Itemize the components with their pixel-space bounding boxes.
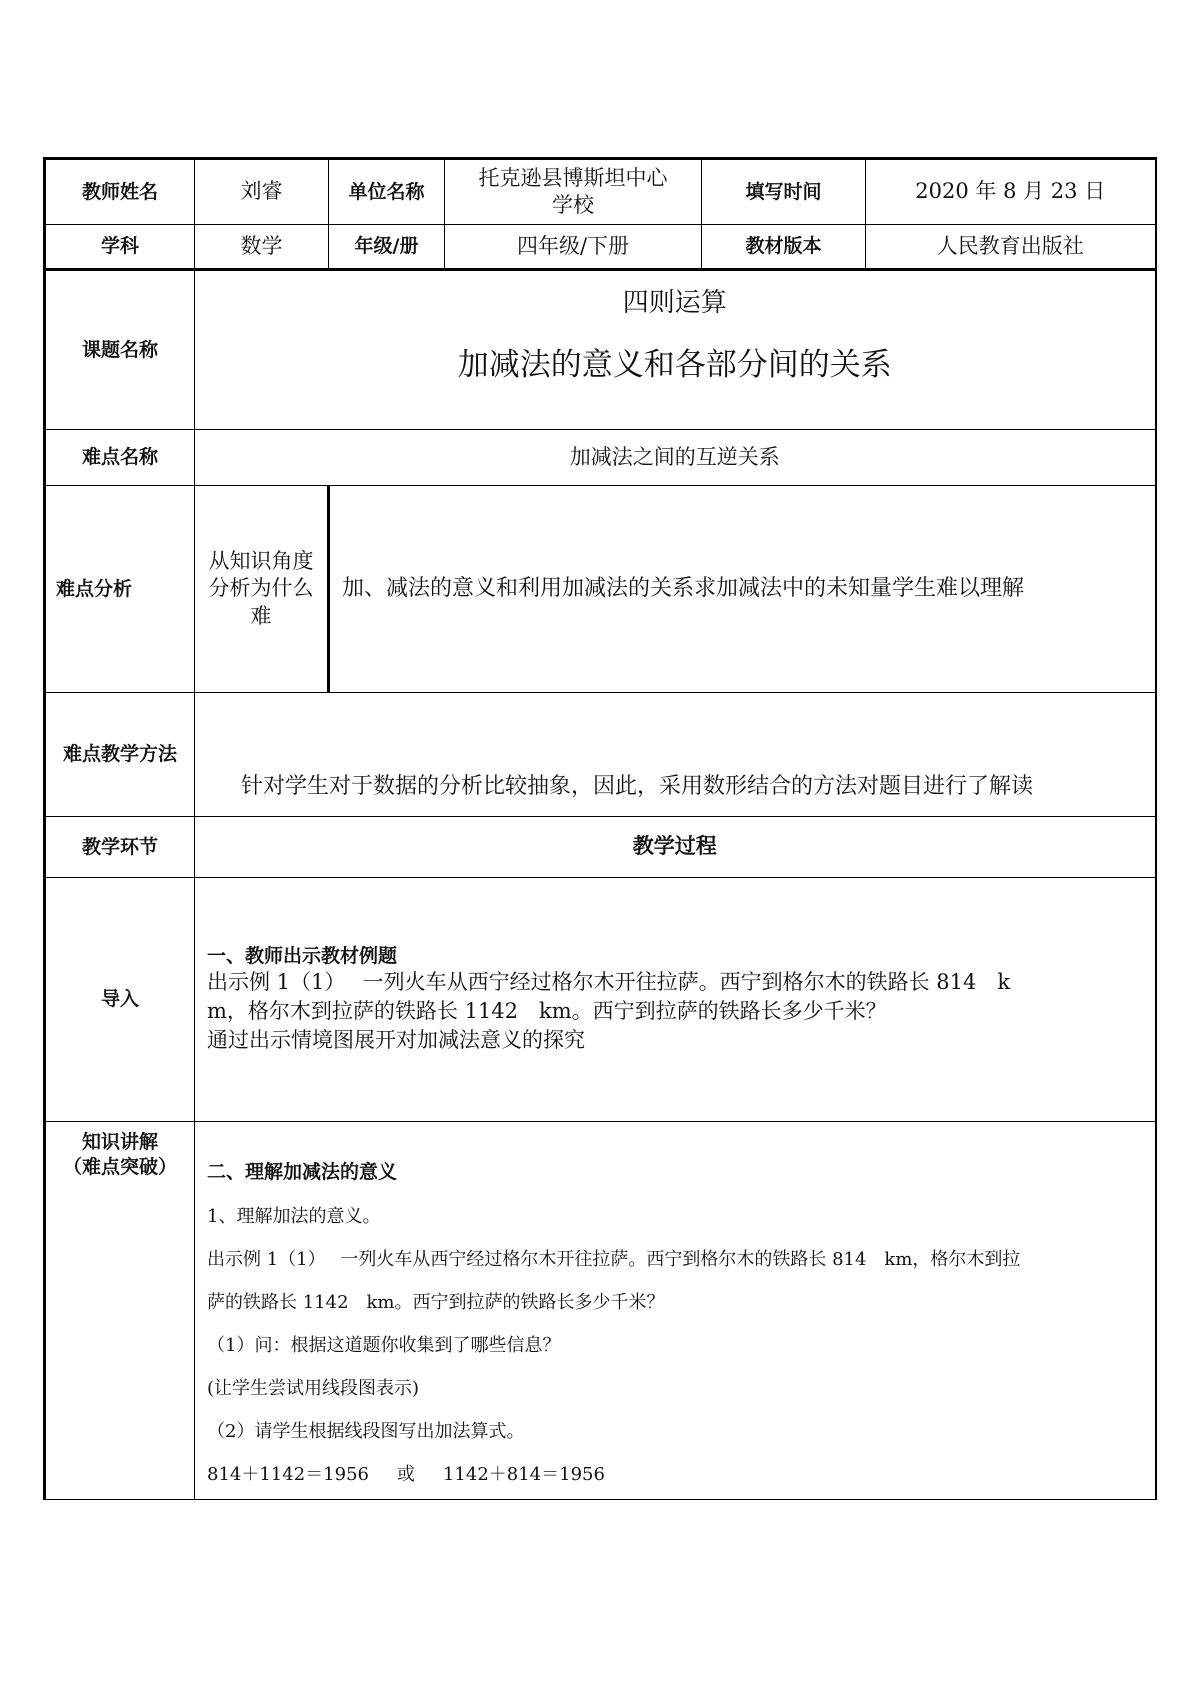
equation-or: 或 xyxy=(396,1463,415,1485)
analysis-sub-label-line1: 从知识角度 xyxy=(208,549,314,574)
subject-label: 学科 xyxy=(45,225,195,270)
intro-cell xyxy=(195,878,1156,1122)
method-cell xyxy=(195,693,1156,817)
intro-heading: 一、教师出示教材例题 xyxy=(207,944,398,967)
knowledge-line-3: 萨的铁路长 1142 km。西宁到拉萨的铁路长多少千米？ xyxy=(207,1291,665,1313)
date-label: 填写时间 xyxy=(702,159,866,225)
edition-label: 教材版本 xyxy=(702,225,866,270)
knowledge-line-1: 1、理解加法的意义。 xyxy=(207,1205,381,1227)
analysis-sub-label-line2: 分析为什么 xyxy=(208,576,314,601)
header-row-2 xyxy=(45,225,1156,270)
knowledge-heading: 二、理解加减法的意义 xyxy=(207,1161,398,1183)
knowledge-cell xyxy=(195,1122,1156,1500)
unit-value xyxy=(445,159,702,225)
lesson-cell xyxy=(195,270,1156,430)
analysis-label: 难点分析 xyxy=(45,486,195,693)
date-value: 2020 年 8 月 23 日 xyxy=(866,159,1156,225)
teacher-label: 教师姓名 xyxy=(45,159,195,225)
method-label: 难点教学方法 xyxy=(45,693,195,817)
grade-label: 年级/册 xyxy=(329,225,445,270)
knowledge-equations xyxy=(207,1453,1143,1496)
unit-label: 单位名称 xyxy=(329,159,445,225)
knowledge-line-5: (让学生尝试用线段图表示) xyxy=(207,1377,420,1399)
unit-value-line1: 托克逊县博斯坦中心 xyxy=(478,165,668,190)
process-header-row xyxy=(45,817,1156,878)
intro-row xyxy=(45,878,1156,1122)
stage-header: 教学环节 xyxy=(45,817,195,878)
knowledge-line-6: （2）请学生根据线段图写出加法算式。 xyxy=(207,1420,525,1442)
equation-2: 1142＋814＝1956 xyxy=(442,1463,605,1485)
method-row xyxy=(45,693,1156,817)
difficulty-value: 加减法之间的互逆关系 xyxy=(195,430,1156,486)
teacher-value: 刘睿 xyxy=(195,159,329,225)
intro-label: 导入 xyxy=(45,878,195,1122)
knowledge-line-4: （1）问：根据这道题你收集到了哪些信息？ xyxy=(207,1334,561,1356)
intro-line-2: m，格尔木到拉萨的铁路长 1142 km。西宁到拉萨的铁路长多少千米？ xyxy=(207,999,887,1024)
lesson-unit: 四则运算 xyxy=(622,288,727,318)
grade-value: 四年级/下册 xyxy=(445,225,702,270)
header-row-1 xyxy=(45,159,1156,225)
lesson-row xyxy=(45,270,1156,430)
intro-line-1: 出示例 1（1） 一列火车从西宁经过格尔木开往拉萨。西宁到格尔木的铁路长 814 k xyxy=(207,970,1011,995)
difficulty-label: 难点名称 xyxy=(45,430,195,486)
lesson-label: 课题名称 xyxy=(45,270,195,430)
knowledge-row xyxy=(45,1122,1156,1500)
equation-1: 814＋1142＝1956 xyxy=(207,1463,369,1485)
analysis-row xyxy=(45,486,1156,693)
lesson-plan-table xyxy=(43,157,1157,1500)
process-header: 教学过程 xyxy=(195,817,1156,878)
difficulty-row xyxy=(45,430,1156,486)
unit-value-line2: 学校 xyxy=(552,193,594,217)
analysis-sub-label-line3: 难 xyxy=(250,603,272,628)
knowledge-label-line1: 知识讲解 xyxy=(81,1131,158,1153)
lesson-title: 加减法的意义和各部分间的关系 xyxy=(457,347,892,383)
analysis-value: 加、减法的意义和利用加减法的关系求加减法中的未知量学生难以理解 xyxy=(329,486,1156,693)
knowledge-label xyxy=(45,1122,195,1500)
method-value: 针对学生对于数据的分析比较抽象，因此，采用数形结合的方法对题目进行了解读 xyxy=(241,774,1034,800)
knowledge-label-line2: （难点突破） xyxy=(62,1155,177,1178)
intro-line-3: 通过出示情境图展开对加减法意义的探究 xyxy=(207,1028,585,1053)
edition-value: 人民教育出版社 xyxy=(866,225,1156,270)
analysis-sub-label xyxy=(195,486,329,693)
subject-value: 数学 xyxy=(195,225,329,270)
knowledge-line-2: 出示例 1（1） 一列火车从西宁经过格尔木开往拉萨。西宁到格尔木的铁路长 814 km，格尔木到拉 xyxy=(207,1248,1021,1270)
